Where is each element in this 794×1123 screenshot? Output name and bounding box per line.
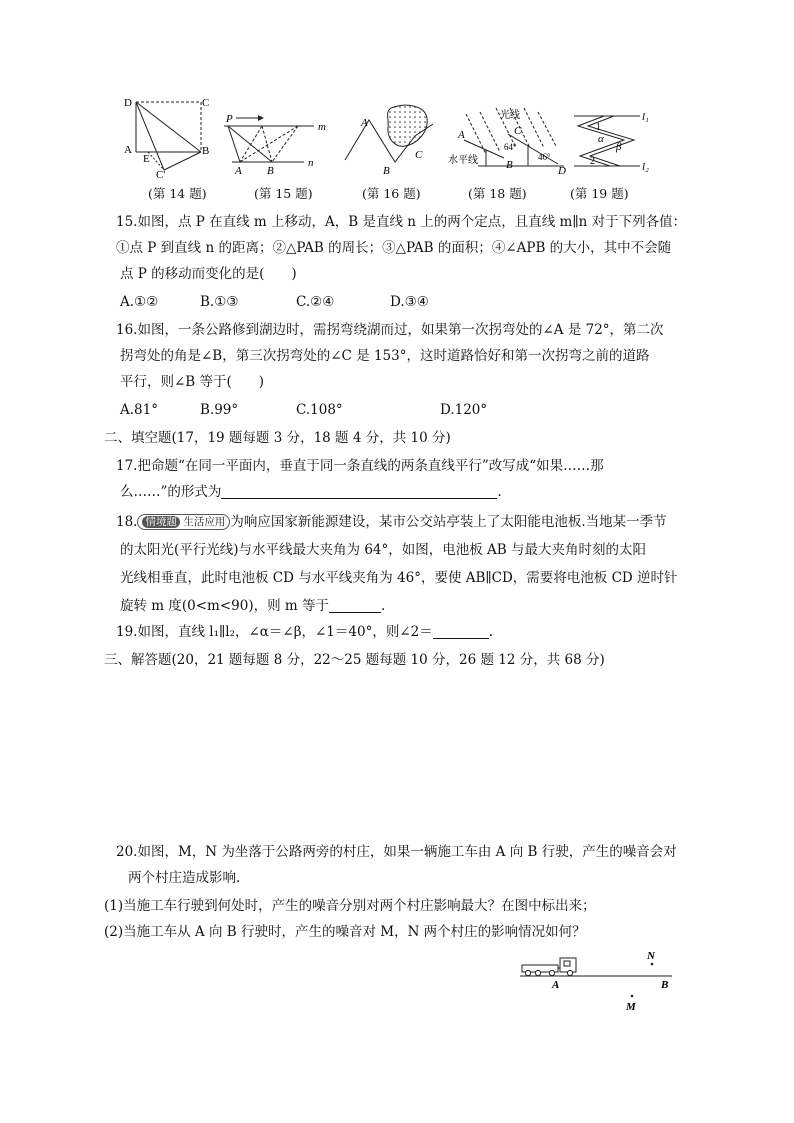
f16-label: A — [361, 117, 368, 129]
tag-sub: 生活应用 — [183, 516, 226, 528]
q18-line — [120, 596, 385, 616]
q16-option: C.108° — [296, 402, 343, 418]
q15-line: 点 P 的移动而变化的是( ) — [120, 266, 297, 282]
q16-option: B.99° — [200, 402, 239, 418]
q15-option: D.③④ — [390, 294, 429, 310]
q20-line: 两个村庄造成影响. — [128, 870, 241, 886]
q18-line: 的太阳光(平行光线)与水平线最大夹角为 64°，如图，电池板 AB 与最大夹角时刻的太阳 — [120, 542, 647, 558]
truck-icon — [522, 958, 576, 976]
f15-label: A — [235, 165, 242, 177]
f15-label: n — [308, 157, 314, 169]
q17-answer-blank[interactable] — [221, 484, 497, 499]
f14-label: C' — [156, 169, 166, 178]
figure-caption: (第 14 题) — [148, 186, 207, 201]
f20-label: A — [552, 979, 560, 991]
f18-label: A — [458, 129, 465, 141]
f15-label: m — [318, 121, 326, 133]
f20-label: B — [661, 979, 669, 991]
q18-period: . — [381, 598, 386, 614]
figure-14 — [122, 96, 212, 178]
figure-caption: (第 18 题) — [468, 186, 527, 201]
f19-label: 1 — [596, 122, 601, 133]
q19-line — [116, 622, 493, 642]
f14-label: C — [202, 97, 210, 109]
f15-label: P — [226, 113, 233, 125]
q20-line: 20.如图，M，N 为坐落于公路两旁的村庄，如果一辆施工车由 A 向 B 行驶，产生的噪音会对 — [116, 844, 677, 860]
section-heading: 三、解答题(20，21 题每题 8 分，22～25 题每题 10 分，26 题 12 分，共 68 分) — [104, 652, 605, 668]
figure-18 — [446, 106, 566, 178]
f20-label: N — [647, 950, 655, 962]
q17-line: 17.把命题“在同一平面内，垂直于同一条直线的两条直线平行”改写成“如果……那 — [116, 458, 604, 474]
f19-label: 2 — [590, 156, 595, 167]
q19-period: . — [488, 624, 494, 640]
q19-text: 19.如图，直线 l₁∥l₂，∠α＝∠β，∠1＝40°，则∠2＝ — [116, 624, 433, 640]
f14-label: D — [124, 97, 132, 109]
q15-option: A.①② — [120, 294, 159, 310]
figure-19 — [570, 106, 662, 178]
q18-line — [116, 512, 667, 532]
q16-line: 平行，则∠B 等于( ) — [120, 374, 265, 390]
q16-line: 16.如图，一条公路修到湖边时，需拐弯绕湖而过，如果第一次拐弯处的∠A 是 72°，第二次 — [116, 322, 664, 338]
f18-label: 46° — [538, 152, 551, 162]
q15-line: 15.如图，点 P 在直线 m 上移动，A，B 是直线 n 上的两个定点，且直线 m∥n 对于下列各值： — [116, 214, 687, 230]
q20-subquestion: (1)当施工车行驶到何处时，产生的噪音分别对两个村庄影响最大？在图中标出来； — [104, 898, 596, 914]
f14-label: A — [124, 144, 132, 156]
f18-label: 64° — [504, 142, 517, 152]
f18-label: C — [514, 125, 522, 137]
figure-caption: (第 15 题) — [254, 186, 313, 201]
q20-subquestion: (2)当施工车从 A 向 B 行驶时，产生的噪音对 M，N 两个村庄的影响情况如何？ — [104, 924, 586, 940]
f18-label: 水平线 — [448, 155, 478, 166]
f16-label: B — [383, 165, 390, 177]
figure-caption: (第 19 题) — [570, 186, 629, 201]
figure-caption: (第 16 题) — [362, 186, 421, 201]
q18-line: 光线相垂直，此时电池板 CD 与水平线夹角为 46°，要使 AB∥CD，需要将电池板 CD 逆时针 — [120, 570, 678, 586]
section-heading: 二、填空题(17，19 题每题 3 分，18 题 4 分，共 10 分) — [104, 430, 451, 446]
f14-label: E — [143, 153, 150, 165]
tag-main: 情境题 — [142, 516, 180, 528]
figure-16 — [343, 100, 443, 178]
f16-label: C — [415, 149, 423, 161]
f19-label: l₂ — [642, 161, 649, 173]
figure-20 — [516, 946, 680, 1016]
q17-text: 么……”的形式为 — [120, 484, 222, 500]
figure-15 — [222, 108, 334, 178]
q16-option: D.120° — [440, 402, 488, 418]
f19-label: l₁ — [642, 111, 649, 123]
q17-line — [120, 482, 502, 502]
q18-text: 为响应国家新能源建设，某市公交站亭装上了太阳能电池板.当地某一季节 — [230, 514, 667, 530]
f19-label: α — [598, 133, 604, 145]
f18-label: 光线 — [500, 110, 520, 121]
f18-label: D — [558, 165, 566, 177]
q15-option: B.①③ — [200, 294, 239, 310]
q18-answer-blank[interactable] — [329, 598, 381, 613]
q15-option: C.②④ — [296, 294, 335, 310]
q17-period: . — [497, 484, 502, 500]
f14-label: B — [202, 145, 210, 157]
q16-line: 拐弯处的角是∠B，第三次拐弯处的∠C 是 153°，这时道路恰好和第一次拐弯之前的道路 — [120, 348, 650, 364]
scenario-tag — [137, 514, 230, 530]
q18-text: 旋转 m 度(0<m<90)，则 m 等于 — [120, 598, 329, 614]
q16-option: A.81° — [120, 402, 158, 418]
q19-answer-blank[interactable] — [433, 624, 489, 639]
q18-number: 18. — [116, 514, 138, 530]
f19-label: β — [616, 141, 622, 153]
f20-label: M — [626, 1001, 636, 1013]
q15-line: ①点 P 到直线 n 的距离；②△PAB 的周长；③△PAB 的面积；④∠APB 的大小，其中不会随 — [116, 240, 672, 256]
f15-label: B — [267, 165, 274, 177]
f18-label: B — [506, 159, 513, 171]
